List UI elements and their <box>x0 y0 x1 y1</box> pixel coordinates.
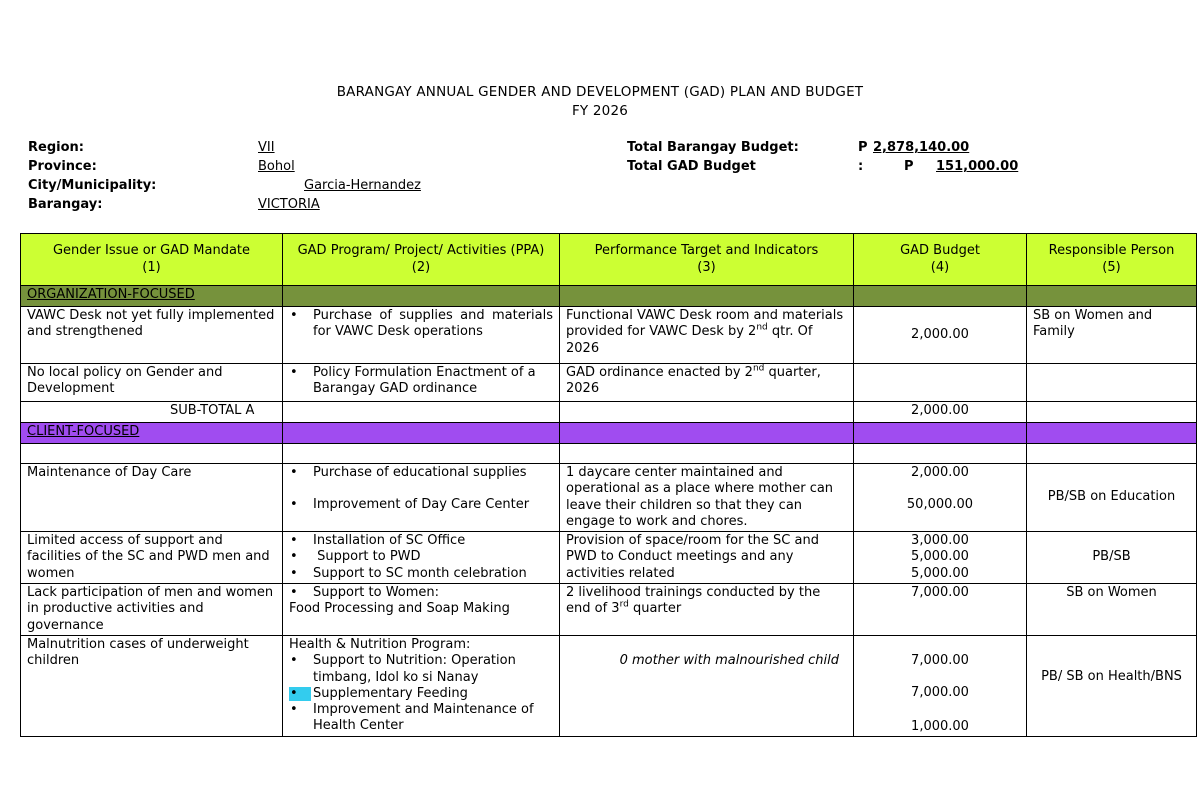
col-header-target: Performance Target and Indicators (3) <box>560 234 854 286</box>
total-budget-label: Total Barangay Budget: <box>627 140 799 155</box>
row3-issue: Maintenance of Day Care <box>21 464 283 532</box>
row6-ppa-3: • Improvement and Maintenance of Health Center <box>289 702 553 735</box>
row5-budget: 7,000.00 <box>854 584 1027 636</box>
subtotal-a-label: SUB-TOTAL A <box>21 402 283 423</box>
barangay-value: VICTORIA <box>258 197 320 212</box>
row5-issue: Lack participation of men and women in productive activities and governance <box>21 584 283 636</box>
table-row <box>21 444 1197 464</box>
row6-issue: Malnutrition cases of underweight children <box>21 635 283 736</box>
col-header-issue: Gender Issue or GAD Mandate (1) <box>21 234 283 286</box>
row6-target: 0 mother with malnourished child <box>560 635 854 736</box>
col-header-budget: GAD Budget (4) <box>854 234 1027 286</box>
barangay-label: Barangay: <box>28 197 103 212</box>
region-value: VII <box>258 140 275 155</box>
total-budget-prefix: P <box>858 140 868 155</box>
row6-budget-1: 7,000.00 <box>911 652 969 668</box>
row6-person: PB/ SB on Health/BNS <box>1027 635 1197 736</box>
row6-ppa-2: • Supplementary Feeding <box>289 686 553 702</box>
row4-person: PB/SB <box>1027 532 1197 584</box>
row5-ppa-1: • Support to Women: <box>289 585 553 601</box>
table-row <box>21 464 1197 532</box>
row4-ppa-3: • Support to SC month celebration <box>289 566 553 582</box>
row4-budget-1: 3,000.00 <box>911 533 969 549</box>
row2-target: GAD ordinance enacted by 2nd quarter, 2026 <box>560 364 854 402</box>
table-row <box>21 532 1197 584</box>
city-value: Garcia-Hernandez <box>304 178 421 193</box>
city-label: City/Municipality: <box>28 178 157 193</box>
subtotal-a-value: 2,000.00 <box>854 402 1027 423</box>
subtotal-a-row <box>21 402 1197 423</box>
row6-budget-3: 1,000.00 <box>911 718 969 734</box>
document-title: BARANGAY ANNUAL GENDER AND DEVELOPMENT (GAD) PLAN AND BUDGET <box>336 84 864 100</box>
row5-ppa-2: Food Processing and Soap Making <box>289 601 510 617</box>
row5-person: SB on Women <box>1027 584 1197 636</box>
row6-ppa-1: • Support to Nutrition: Operation timbang, Idol ko si Nanay <box>289 653 553 686</box>
row3-ppa-2: • Improvement of Day Care Center <box>289 497 553 513</box>
gad-plan-table <box>20 233 1197 737</box>
row3-budget-1: 2,000.00 <box>911 465 969 480</box>
col-header-person: Responsible Person (5) <box>1027 234 1197 286</box>
table-row <box>21 364 1197 402</box>
row5-target: 2 livelihood trainings conducted by the end of 3rd quarter <box>560 584 854 636</box>
row4-budget-2: 5,000.00 <box>911 549 969 565</box>
table-row <box>21 584 1197 636</box>
row6-ppa-head: Health & Nutrition Program: <box>289 636 471 652</box>
row3-budget-2: 50,000.00 <box>906 497 974 513</box>
province-value: Bohol <box>258 159 295 174</box>
row6-budget-2: 7,000.00 <box>911 685 969 701</box>
fiscal-year: FY 2026 <box>571 103 629 119</box>
row4-target: Provision of space/room for the SC and PWD to Conduct meetings and any activities related <box>560 532 854 584</box>
gad-budget-prefix: P <box>904 159 914 174</box>
table-row <box>21 635 1197 736</box>
row1-issue: VAWC Desk not yet fully implemented and strengthened <box>21 307 283 364</box>
row1-target: Functional VAWC Desk room and materials provided for VAWC Desk by 2nd qtr. Of 2026 <box>560 307 854 364</box>
row3-target: 1 daycare center maintained and operational as a place where mother can leave their children so that they can engage to work and chores. <box>560 464 854 532</box>
region-label: Region: <box>28 140 84 155</box>
row4-issue: Limited access of support and facilities of the SC and PWD men and women <box>21 532 283 584</box>
header-row <box>21 234 1197 286</box>
section-org-label: ORGANIZATION-FOCUSED <box>27 287 195 302</box>
table-row <box>21 307 1197 364</box>
province-label: Province: <box>28 159 97 174</box>
row1-ppa: • Purchase of supplies and materials for VAWC Desk operations <box>289 308 553 341</box>
row4-ppa-2: • Support to PWD <box>289 549 553 565</box>
row2-ppa: • Policy Formulation Enactment of a Barangay GAD ordinance <box>289 365 553 398</box>
section-client-label: CLIENT-FOCUSED <box>27 424 140 439</box>
row3-person: PB/SB on Education <box>1027 464 1197 532</box>
col-header-ppa: GAD Program/ Project/ Activities (PPA) (2) <box>283 234 560 286</box>
gad-budget-value: 151,000.00 <box>936 159 1019 174</box>
section-org <box>21 286 1197 307</box>
section-client <box>21 423 1197 444</box>
row4-budget-3: 5,000.00 <box>911 565 969 581</box>
row4-ppa-1: • Installation of SC Office <box>289 533 553 549</box>
row2-issue: No local policy on Gender and Development <box>21 364 283 402</box>
gad-budget-colon: : <box>858 159 864 174</box>
row1-budget: 2,000.00 <box>854 307 1027 364</box>
row3-ppa-1: • Purchase of educational supplies <box>289 465 553 481</box>
total-budget-value: 2,878,140.00 <box>873 140 970 155</box>
row1-person: SB on Women and Family <box>1027 307 1197 364</box>
gad-budget-label: Total GAD Budget <box>627 159 756 174</box>
